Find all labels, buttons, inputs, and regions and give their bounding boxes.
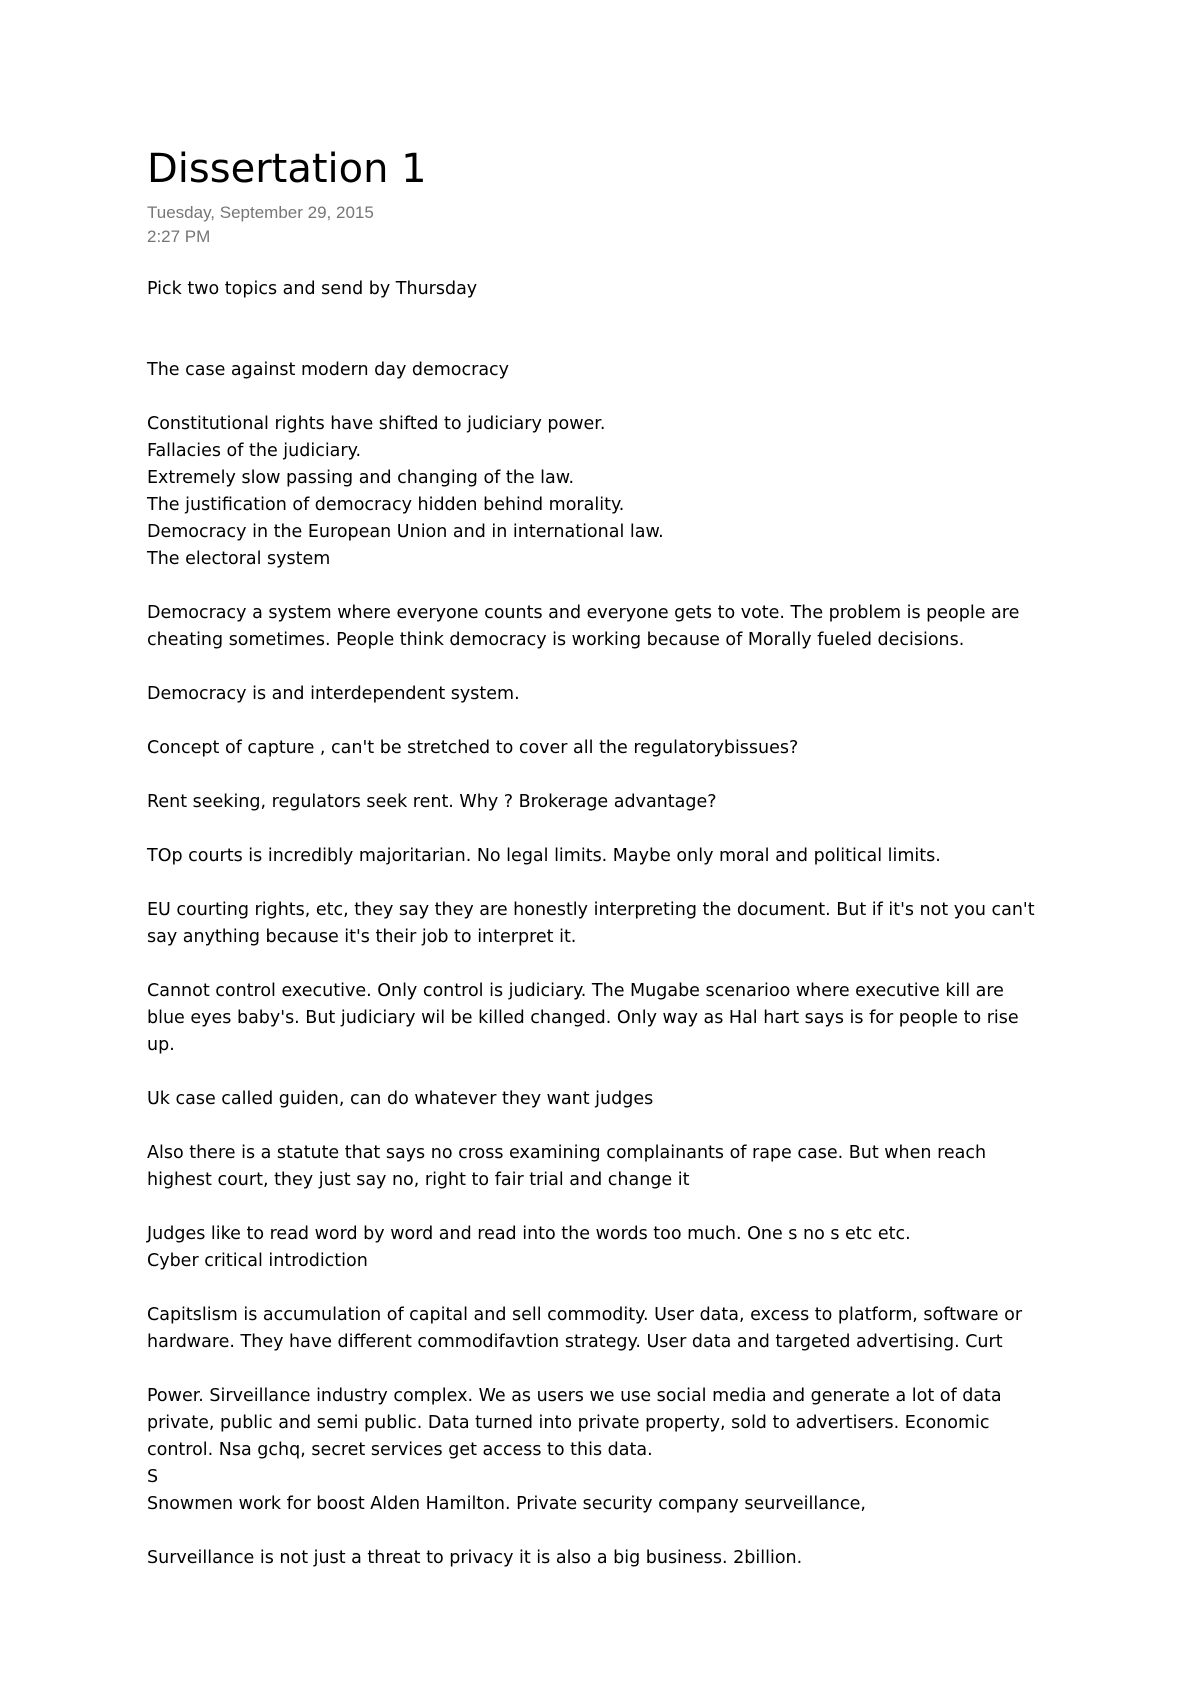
paragraph bbox=[147, 735, 1077, 762]
paragraph bbox=[147, 897, 1077, 951]
text-line: Democracy is and interdependent system. bbox=[147, 684, 520, 704]
paragraph bbox=[147, 978, 1077, 1059]
paragraph bbox=[147, 276, 1077, 303]
paragraph bbox=[147, 1086, 1077, 1113]
text-line: Concept of capture , can't be stretched to cover all the regulatorybissues? bbox=[147, 738, 799, 758]
text-line: Rent seeking, regulators seek rent. Why ? Brokerage advantage? bbox=[147, 792, 717, 812]
text-line: up. bbox=[147, 1035, 175, 1055]
paragraph bbox=[147, 843, 1077, 870]
text-line: Surveillance is not just a threat to privacy it is also a big business. 2billion. bbox=[147, 1548, 803, 1568]
paragraph bbox=[147, 1383, 1077, 1518]
text-line: Cannot control executive. Only control is judiciary. The Mugabe scenarioo where executive kill are bbox=[147, 981, 1004, 1001]
paragraph bbox=[147, 1221, 1077, 1275]
text-line: The electoral system bbox=[147, 549, 331, 569]
text-line: Power. Sirveillance industry complex. We as users we use social media and generate a lot of data bbox=[147, 1386, 1002, 1406]
text-line: Fallacies of the judiciary. bbox=[147, 441, 362, 461]
paragraph bbox=[147, 1545, 1077, 1572]
text-line: Cyber critical introdiction bbox=[147, 1251, 368, 1271]
text-line: Snowmen work for boost Alden Hamilton. Private security company seurveillance, bbox=[147, 1494, 866, 1514]
text-line: TOp courts is incredibly majoritarian. No legal limits. Maybe only moral and political limits. bbox=[147, 846, 941, 866]
text-line: Judges like to read word by word and read into the words too much. One s no s etc etc. bbox=[147, 1224, 911, 1244]
paragraph bbox=[147, 411, 1077, 573]
text-line: Capitslism is accumulation of capital and sell commodity. User data, excess to platform, software or bbox=[147, 1305, 1023, 1325]
text-line: Democracy in the European Union and in international law. bbox=[147, 522, 664, 542]
text-line: blue eyes baby's. But judiciary wil be killed changed. Only way as Hal hart says is for people to rise bbox=[147, 1008, 1019, 1028]
note-time: 2:27 PM bbox=[147, 227, 211, 246]
paragraph bbox=[147, 681, 1077, 708]
paragraph bbox=[147, 600, 1077, 654]
text-line: hardware. They have different commodifavtion strategy. User data and targeted advertising. Curt bbox=[147, 1332, 1003, 1352]
text-line: highest court, they just say no, right to fair trial and change it bbox=[147, 1170, 690, 1190]
text-line: S bbox=[147, 1467, 159, 1487]
text-line: Constitutional rights have shifted to judiciary power. bbox=[147, 414, 606, 434]
text-line: cheating sometimes. People think democracy is working because of Morally fueled decisions. bbox=[147, 630, 965, 650]
text-line: Democracy a system where everyone counts and everyone gets to vote. The problem is people are bbox=[147, 603, 1020, 623]
text-line: private, public and semi public. Data turned into private property, sold to advertisers. Economic bbox=[147, 1413, 990, 1433]
note-content bbox=[147, 143, 1077, 1572]
page-title: Dissertation 1 bbox=[147, 146, 427, 192]
paragraph bbox=[147, 1302, 1077, 1356]
text-line: Also there is a statute that says no cross examining complainants of rape case. But when reach bbox=[147, 1143, 987, 1163]
text-line: The justification of democracy hidden behind morality. bbox=[147, 495, 625, 515]
note-body bbox=[147, 276, 1077, 1572]
note-date: Tuesday, September 29, 2015 bbox=[147, 203, 374, 222]
paragraph bbox=[147, 789, 1077, 816]
text-line: say anything because it's their job to interpret it. bbox=[147, 927, 577, 947]
text-line: Pick two topics and send by Thursday bbox=[147, 279, 478, 299]
text-line: control. Nsa gchq, secret services get access to this data. bbox=[147, 1440, 653, 1460]
paragraph bbox=[147, 1140, 1077, 1194]
text-line: Uk case called guiden, can do whatever they want judges bbox=[147, 1089, 654, 1109]
text-line: The case against modern day democracy bbox=[147, 360, 510, 380]
text-line: Extremely slow passing and changing of the law. bbox=[147, 468, 575, 488]
paragraph bbox=[147, 357, 1077, 384]
text-line: EU courting rights, etc, they say they are honestly interpreting the document. But if it's not you can't bbox=[147, 900, 1035, 920]
